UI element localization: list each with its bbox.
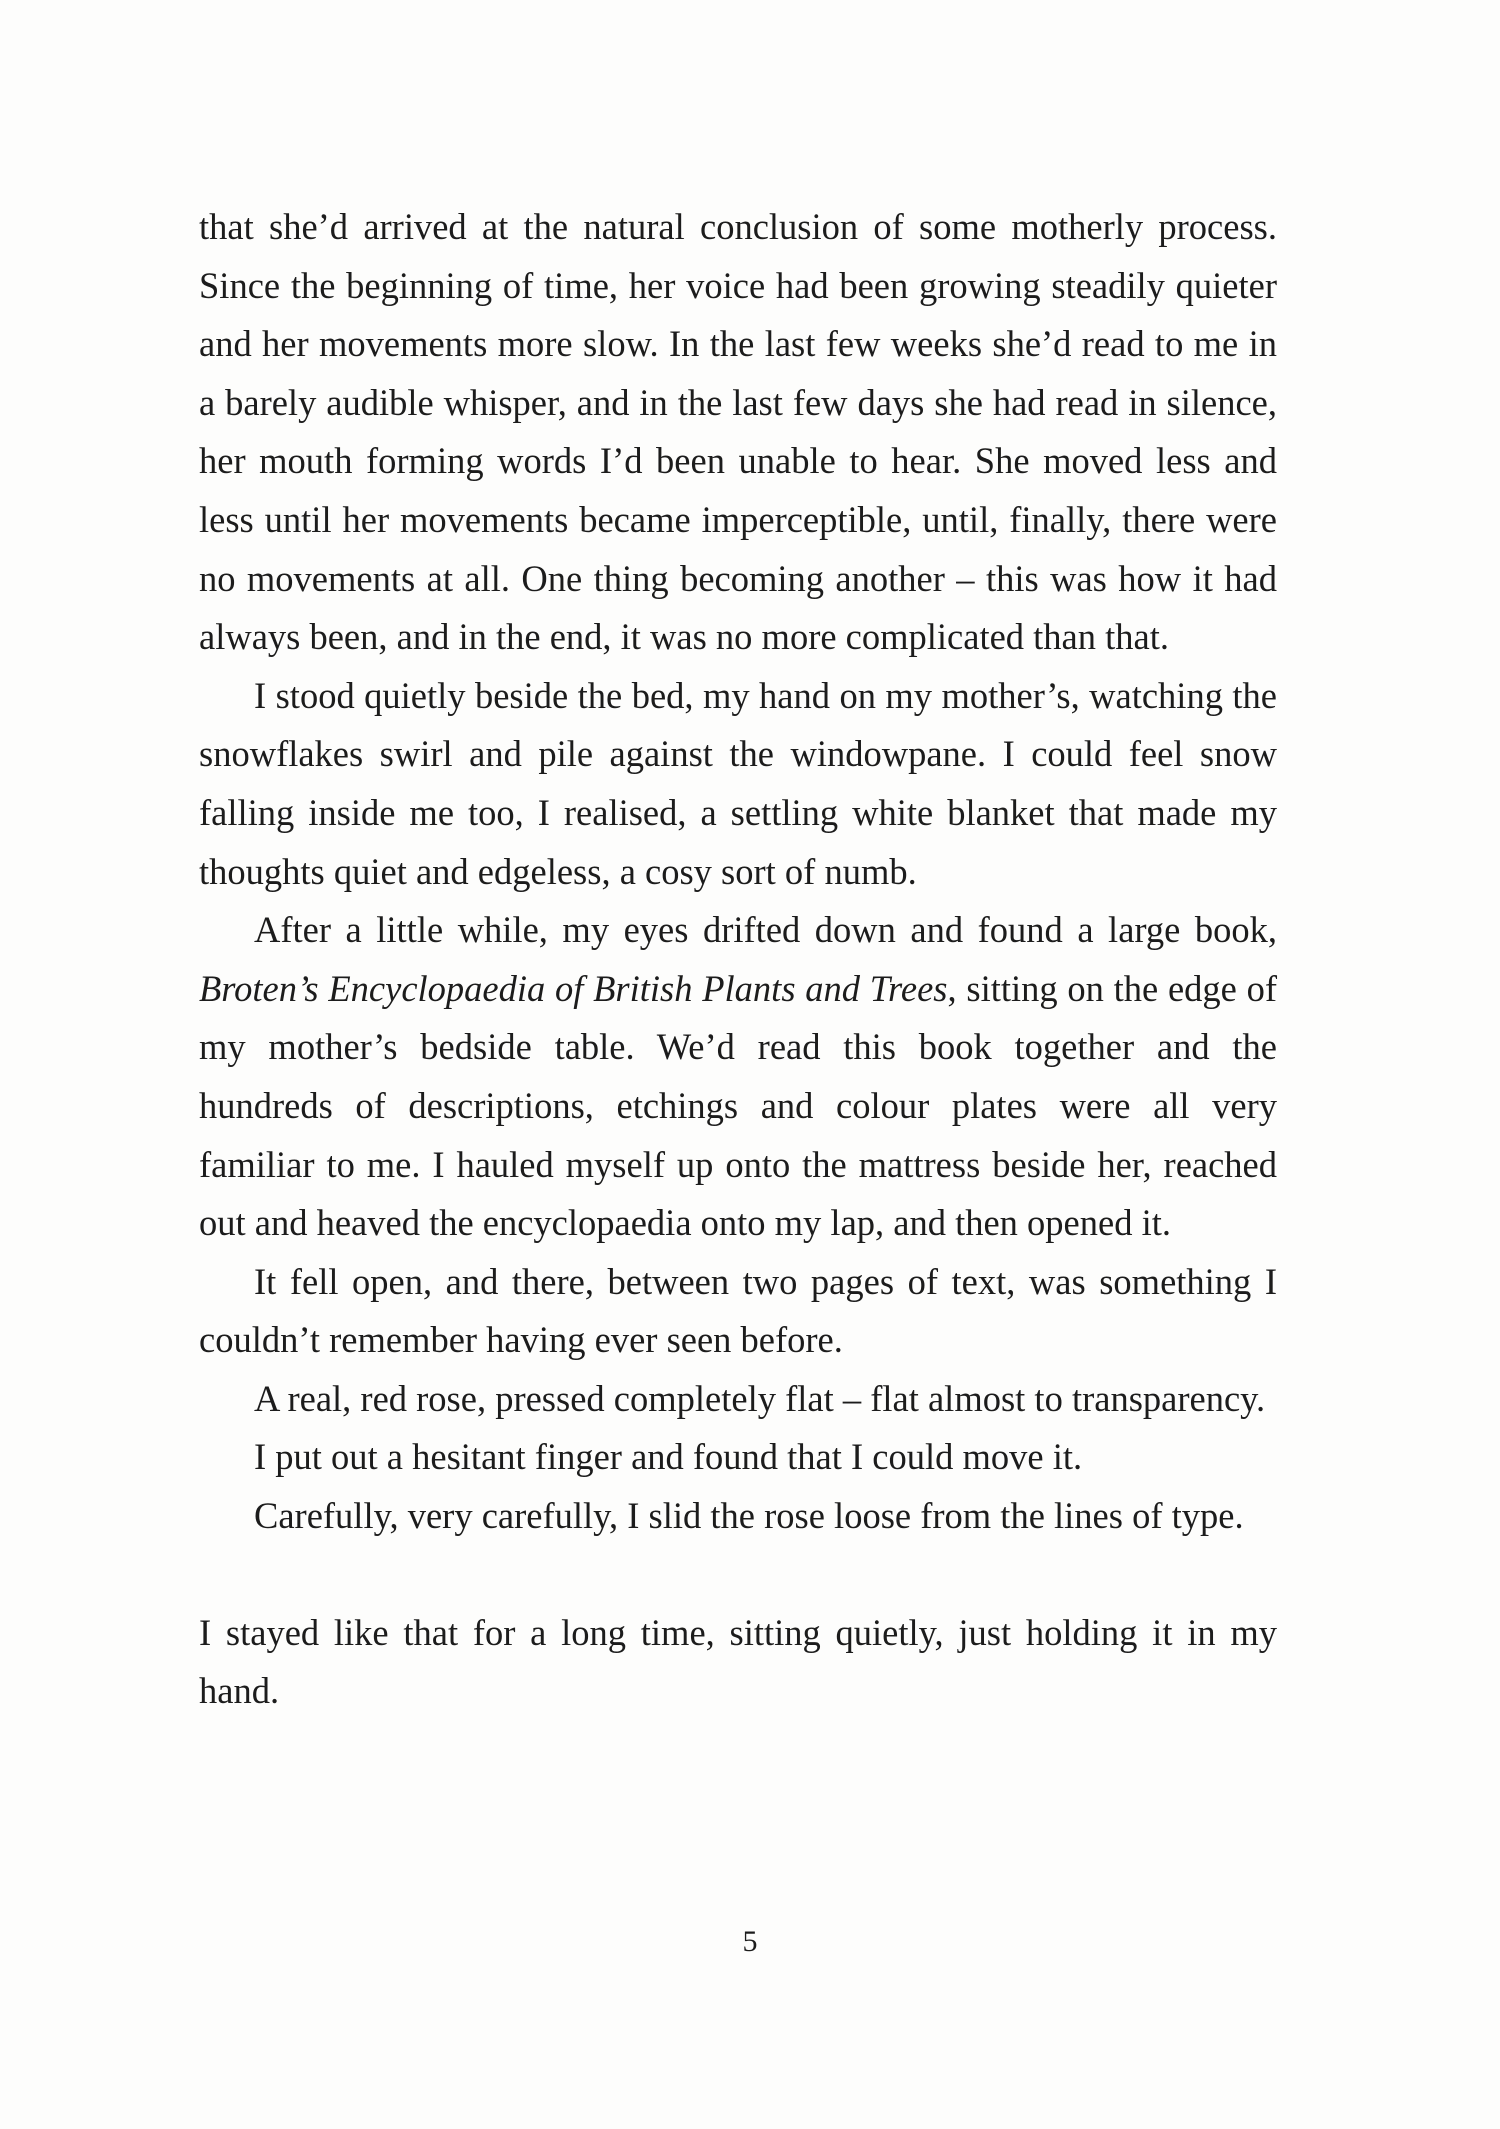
paragraph-6: I put out a hesitant finger and found that I could move it. — [254, 1436, 1083, 1478]
paragraph-3-start: After a little while, my eyes drifted down and found a large book, — [254, 909, 1277, 951]
paragraph-5: A real, red rose, pressed completely flat – flat almost to transparency. — [254, 1377, 1266, 1419]
paragraph-1: that she’d arrived at the natural conclusion of some motherly process. Since the beginning of time, her voice had been growing steadily quieter and her movements more slow. In the last few weeks she’d read to me in a barely audible whisper, and in the last few days she had read in silence, her mouth forming words I’d been unable to hear. She moved less and less until her movements became imperceptible, until, finally, there were no movements at all. One thing becoming another – this was how it had always been, and in the end, it was no more complicated than that. — [199, 206, 1277, 658]
paragraph-4: It fell open, and there, between two pages of text, was something I couldn’t remember having ever seen before. — [199, 1260, 1277, 1361]
paragraph-3-end: , sitting on the edge of my mother’s bedside table. We’d read this book together and the hundreds of descriptions, etchings and colour plates were all very familiar to me. I hauled myself up onto the mattress beside her, reached out and heaved the encyclopaedia onto my lap, and then opened it. — [199, 967, 1278, 1244]
paragraph-2: I stood quietly beside the bed, my hand on my mother’s, watching the snowflakes swirl and pile against the windowpane. I could feel snow falling inside me too, I realised, a settling white blanket that made my thoughts quiet and edgeless, a cosy sort of numb. — [199, 674, 1277, 892]
body-text — [199, 198, 1277, 1721]
page-number: 5 — [742, 1925, 758, 1958]
book-title: Broten’s Encyclopaedia of British Plants and Trees — [199, 967, 948, 1009]
paragraph-3 — [199, 901, 1277, 1253]
paragraph-7: Carefully, very carefully, I slid the rose loose from the lines of type. — [254, 1495, 1244, 1537]
paragraph-8: I stayed like that for a long time, sitting quietly, just holding it in my hand. — [199, 1611, 1277, 1712]
